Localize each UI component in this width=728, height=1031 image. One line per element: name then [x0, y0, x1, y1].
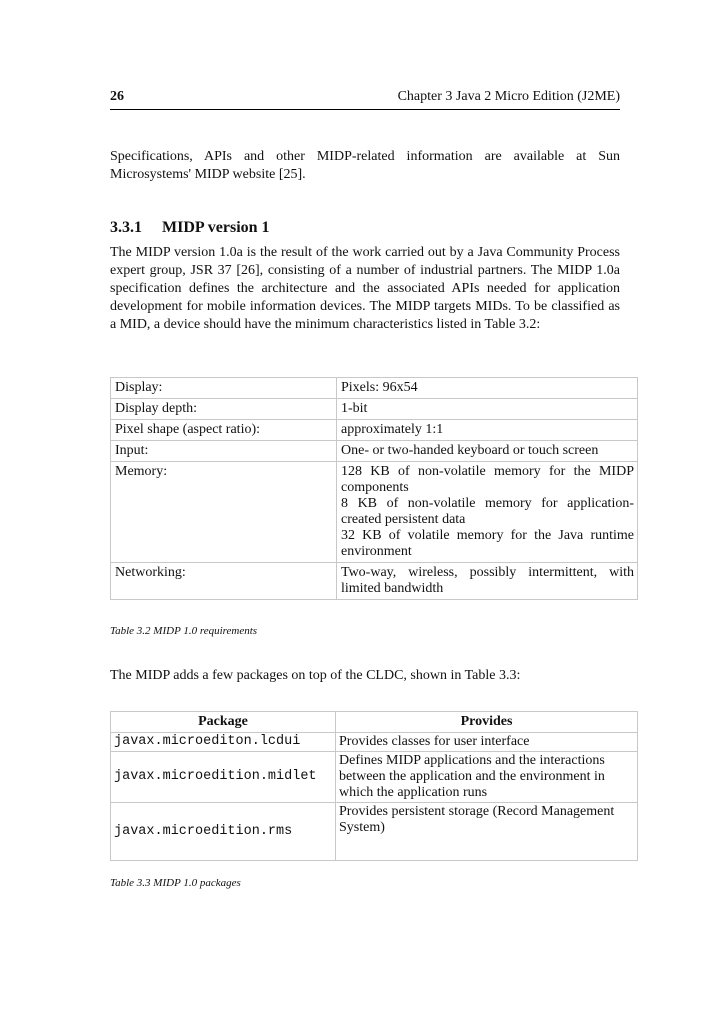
section-title: MIDP version 1 [162, 219, 270, 236]
table-cell-label: Memory: [111, 462, 337, 563]
packages-intro: The MIDP adds a few packages on top of the CLDC, shown in Table 3.3: [110, 668, 521, 683]
package-name: javax.microedition.midlet [111, 752, 336, 803]
table-cell-value [337, 462, 638, 563]
table-row [111, 441, 638, 462]
page-header [110, 89, 620, 110]
table-cell-label: Input: [111, 441, 337, 462]
table-row [111, 420, 638, 441]
package-name: javax.microedition.rms [111, 803, 336, 861]
package-name: javax.microediton.lcdui [111, 733, 336, 752]
section-number: 3.3.1 [110, 219, 142, 236]
table-cell-value: Pixels: 96x54 [337, 378, 638, 399]
memory-line: 8 KB of non-volatile memory for application-created persistent data [341, 496, 634, 527]
table-cell-value: approximately 1:1 [337, 420, 638, 441]
packages-table [110, 711, 638, 861]
table-cell-label: Pixel shape (aspect ratio): [111, 420, 337, 441]
table-cell-label: Networking: [111, 563, 337, 600]
table-cell-value: Two-way, wireless, possibly intermittent, with limited bandwidth [337, 563, 638, 600]
column-header-package: Package [111, 712, 336, 733]
table-row [111, 399, 638, 420]
section-paragraph: The MIDP version 1.0a is the result of the work carried out by a Java Community Process expert group, JSR 37 [26], consisting of a number of industrial partners. The MIDP 1.0a specification defines the architecture and the associated APIs needed for application development for mobile information devices. The MIDP targets MIDs. To be classified as a MID, a device should have the minimum characteristics listed in Table 3.2: [110, 245, 620, 332]
memory-line: 128 KB of non-volatile memory for the MIDP components [341, 464, 634, 495]
table-row [111, 803, 638, 861]
table-cell-value: 1-bit [337, 399, 638, 420]
requirements-table [110, 377, 638, 600]
table-row [111, 733, 638, 752]
package-description: Provides classes for user interface [336, 733, 638, 752]
table-cell-label: Display: [111, 378, 337, 399]
memory-line: 32 KB of volatile memory for the Java runtime environment [341, 528, 634, 559]
package-description: Defines MIDP applications and the interactions between the application and the environment in which the application runs [336, 752, 638, 803]
page-number: 26 [110, 89, 124, 104]
table-caption: Table 3.3 MIDP 1.0 packages [110, 877, 241, 889]
table-caption: Table 3.2 MIDP 1.0 requirements [110, 625, 258, 637]
table-row [111, 563, 638, 600]
table-cell-label: Display depth: [111, 399, 337, 420]
chapter-title: Chapter 3 Java 2 Micro Edition (J2ME) [397, 89, 620, 104]
table-row [111, 378, 638, 399]
table-row [111, 752, 638, 803]
table-cell-value: One- or two-handed keyboard or touch screen [337, 441, 638, 462]
column-header-provides: Provides [336, 712, 638, 733]
section-heading [110, 219, 270, 237]
package-description: Provides persistent storage (Record Management System) [336, 803, 638, 861]
table-header-row [111, 712, 638, 733]
table-row [111, 462, 638, 563]
intro-paragraph: Specifications, APIs and other MIDP-related information are available at Sun Microsystems' MIDP website [25]. [110, 149, 620, 182]
